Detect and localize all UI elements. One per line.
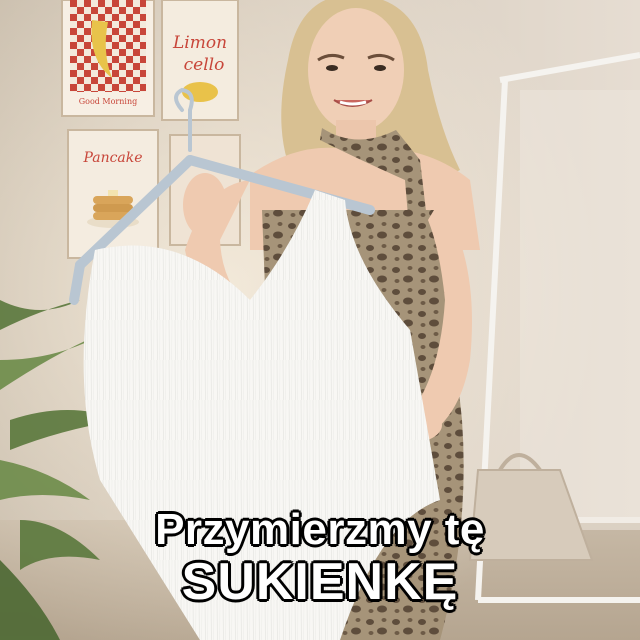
curtain	[520, 90, 640, 530]
caption-line-2: SUKIENKĘ	[181, 553, 459, 611]
poster-limoncello-title-1: Limon	[172, 33, 228, 53]
poster-limoncello	[162, 0, 238, 120]
poster-good-morning-label: Good Morning	[78, 97, 138, 106]
poster-limoncello-title-2: cello	[183, 55, 225, 75]
poster-good-morning	[62, 0, 154, 116]
caption-line-1: Przymierzmy tę	[155, 505, 485, 554]
poster-pancake-title: Pancake	[83, 150, 143, 166]
